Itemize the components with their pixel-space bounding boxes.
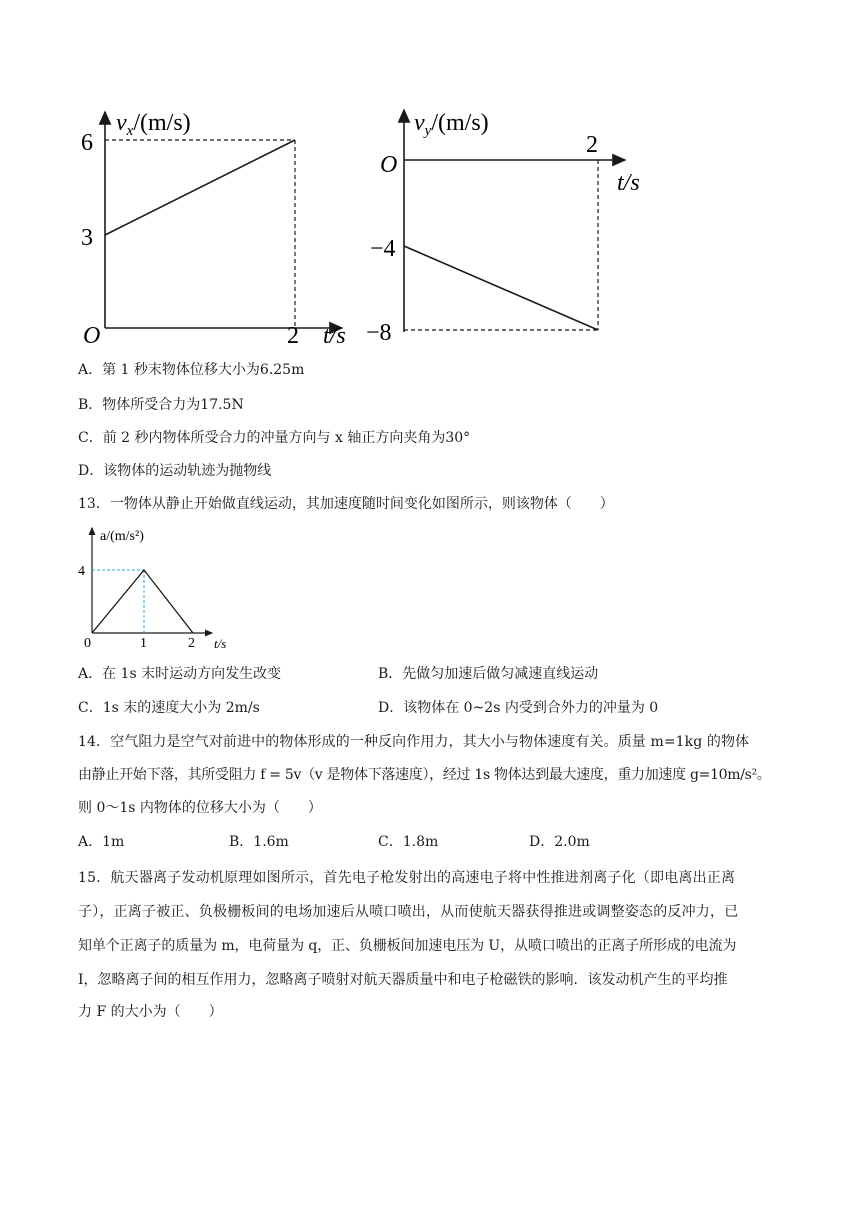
tick-label-3: 3 [81,225,93,251]
q13-option-a: A．在 1s 末时运动方向发生改变 [78,666,282,682]
x-axis-label: t/s [323,323,346,349]
y-axis-label: a/(m/s²) [100,529,144,544]
q14-option-b: B．1.6m [229,834,289,850]
vx-line [105,140,295,235]
origin-label: 0 [84,636,91,651]
q15-line-1: 15．航天器离子发动机原理如图所示，首先电子枪发射出的高速电子将中性推进剂离子化（即电离出正离 [78,870,736,886]
vy-time-graph [360,100,660,350]
tick-label-2: 2 [586,132,598,158]
q12-option-c: C．前 2 秒内物体所受合力的冲量方向与 x 轴正方向夹角为30° [78,430,471,446]
vy-line [404,246,598,330]
q15-line-4: I，忽略离子间的相互作用力，忽略离子喷射对航天器质量中和电子枪磁铁的影响．该发动机产生的平均推 [78,972,728,988]
q14-option-d: D．2.0m [529,834,590,850]
q15-line-3: 知单个正离子的质量为 m，电荷量为 q，正、负栅板间加速电压为 U，从喷口喷出的正离子所形成的电流为 [78,938,737,954]
x-axis-label: t/s [214,636,227,651]
y-axis-label: $v_y/(m/s)$ [414,110,489,139]
tick-label-neg4: −4 [370,236,396,262]
tick-label-1: 1 [140,636,147,651]
tick-label-neg8: −8 [366,320,392,346]
q13-stem: 13．一物体从静止开始做直线运动，其加速度随时间变化如图所示，则该物体（ ） [78,496,614,512]
origin-label: O [380,152,398,178]
tick-label-6: 6 [81,130,93,156]
x-axis-label: t/s [617,170,640,196]
q13-option-d: D．该物体在 0~2s 内受到合外力的冲量为 0 [378,700,659,716]
tick-label-4: 4 [78,564,85,579]
y-axis-label: $v_x/(m/s)$ [116,110,191,139]
tick-label-2: 2 [188,636,195,651]
q14-line-2: 由静止开始下落，其所受阻力 f = 5v（v 是物体下落速度），经过 1s 物体达到最大速度，重力加速度 g=10m/s²。 [78,767,771,783]
origin-label: O [83,323,101,349]
q14-option-c: C．1.8m [378,834,439,850]
q15-line-5: 力 F 的大小为（ ） [78,1004,223,1020]
q15-line-2: 子），正离子被正、负极栅板间的电场加速后从喷口喷出，从而使航天器获得推进或调整姿态的反冲力，已 [78,904,739,920]
q12-option-d: D．该物体的运动轨迹为抛物线 [78,463,272,479]
acceleration-time-graph [72,520,242,655]
q13-option-b: B．先做匀加速后做匀减速直线运动 [378,666,599,682]
q12-option-b: B．物体所受合力为17.5N [78,397,244,413]
q12-option-a: A．第 1 秒末物体位移大小为6.25m [78,362,305,378]
q14-option-a: A．1m [78,834,125,850]
q14-line-1: 14．空气阻力是空气对前进中的物体形成的一种反向作用力，其大小与物体速度有关。质量 m=1kg 的物体 [78,734,750,750]
vx-time-graph [78,100,368,350]
tick-label-2: 2 [287,323,299,349]
q14-line-3: 则 0～1s 内物体的位移大小为（ ） [78,800,322,816]
q13-option-c: C．1s 末的速度大小为 2m/s [78,700,260,716]
acceleration-line [92,570,193,633]
